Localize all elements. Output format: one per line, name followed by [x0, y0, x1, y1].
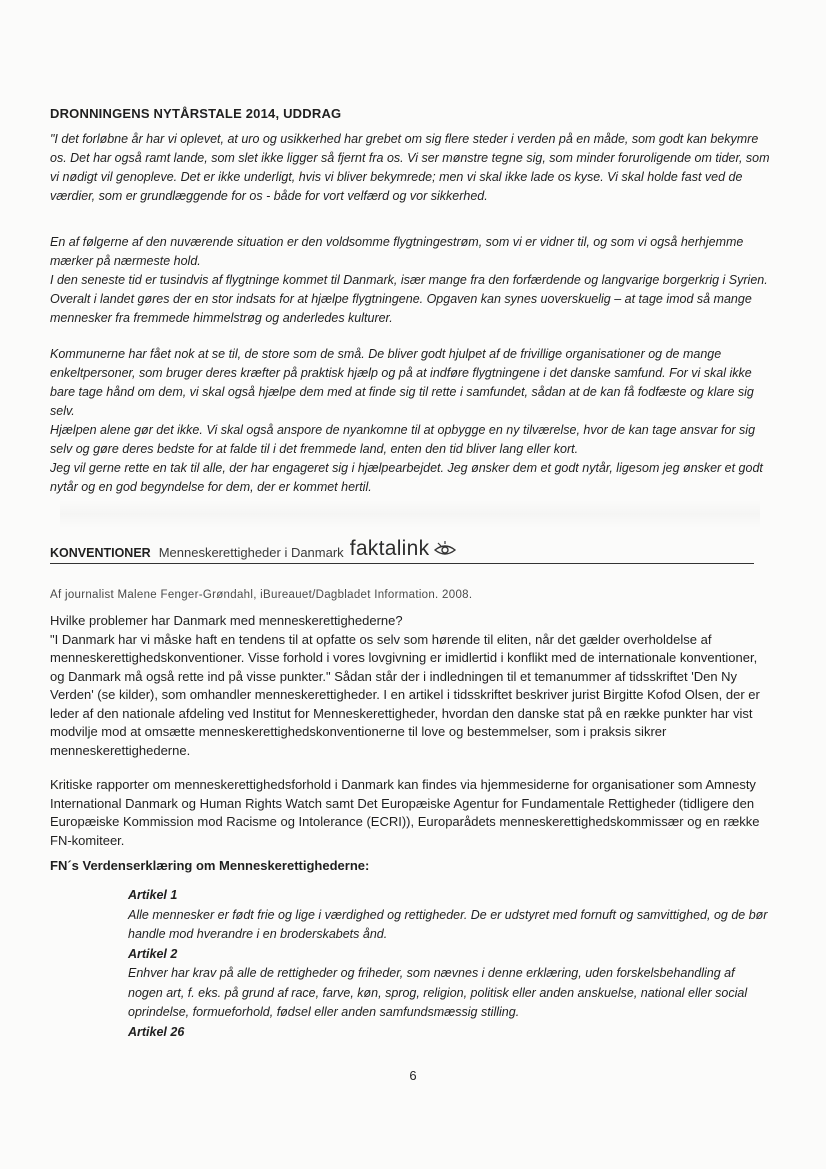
fn-heading: FN´s Verdenserklæring om Menneskerettighederne: [50, 858, 370, 873]
speech-paragraph-2 [50, 233, 770, 328]
konventioner-header [50, 538, 754, 564]
speech-paragraph-1 [50, 130, 770, 206]
article-text: Alle mennesker er født frie og lige i værdighed og rettigheder. De er udstyret med fornuft og samvittighed, og de bør handle mod hverandre i en broderskabets ånd. [128, 907, 768, 941]
article-question: Hvilke problemer har Danmark med menneskerettighederne? [50, 613, 403, 628]
faktalink-logo: faktalink [349, 537, 430, 560]
article-title: Artikel 2 [128, 946, 178, 961]
konventioner-subtitle: Menneskerettigheder i Danmark [158, 545, 344, 560]
speech-heading: DRONNINGENS NYTÅRSTALE 2014, UDDRAG [50, 106, 342, 121]
speech-paragraph-text: Kommunerne har fået nok at se til, de store som de små. De bliver godt hjulpet af de frivillige organisationer og de mange enkeltpersoner, som bruger deres kræfter på praktisk hjælp og på at indføre flygtningene i det danske samfund. For vi skal ikke bare tage hånd om dem, vi skal også hjælpe dem med at finde sig til rette i samfundet, sådan at de kan få fodfæste og klare sig selv. [50, 347, 754, 418]
article-answer: "I Danmark har vi måske haft en tendens til at opfatte os selv som hørende til eliten, når det gælder overholdelse af menneskerettighedskonventioner. Visse forhold i vores lovgivning er imidlertid i konflikt med de internationale konventioner, og Danmark må også rette ind på visse punkter." Sådan står der i indledningen til et temanummer af tidsskriftet 'Den Ny Verden' (se kilder), som omhandler menneskerettigheder. I en artikel i tidsskriftet beskriver jurist Birgitte Kofod Olsen, der er leder af den nationale afdeling ved Institut for Menneskerettigheder, hvordan den danske stat på en række punkter har vist modvilje mod at omsætte menneskerettighedskonventionerne til love og bestemmelser, som i praksis sikrer menneskerettighederne. [50, 631, 760, 758]
article-text: Enhver har krav på alle de rettigheder og friheder, som nævnes i denne erklæring, uden forskelsbehandling af nogen art, f. eks. på grund af race, farve, køn, sprog, religion, politisk eller anden anskuelse, national eller social oprindelse, formueforhold, fødsel eller anden samfundsmæssig stilling. [128, 966, 748, 1019]
konventioner-title: KONVENTIONER [50, 546, 151, 560]
speech-paragraph-text: Hjælpen alene gør det ikke. Vi skal også anspore de nyankomne til at opbygge en ny tilværelse, hvor de kan tage ansvar for sig selv og gøre deres bedste for at falde til i det fremmede land, enten den tid bliver lang eller kort. [50, 423, 756, 456]
speech-paragraph-3 [50, 345, 770, 497]
speech-paragraph-text: I den seneste tid er tusindvis af flygtninge kommet til Danmark, især mange fra den forfærdende og langvarige borgerkrig i Syrien. Overalt i landet gøres der en stor indsats for at hjælpe flygtningene. Opgaven kan synes uoverskuelig – at tage imod så mange mennesker fra fremmede himmelstrøg og anderledes kulturer. [50, 273, 768, 325]
article-byline: Af journalist Malene Fenger-Grøndahl, iBureauet/Dagbladet Information. 2008. [50, 589, 473, 601]
fn-articles [128, 886, 768, 1042]
article-critical-block [50, 776, 770, 850]
article-critical-text: Kritiske rapporter om menneskerettighedsforhold i Danmark kan findes via hjemmesiderne for organisationer som Amnesty International Danmark og Human Rights Watch samt Det Europæiske Agentur for Fundamentale Rettigheder (tidligere den Europæiske Kommission mod Racisme og Intolerance (ECRI)), Europarådets menneskerettighedskommissær og en række FN-komiteer. [50, 777, 760, 848]
speech-paragraph-text: En af følgerne af den nuværende situation er den voldsomme flygtningestrøm, som vi er vidner til, og som vi også herhjemme mærker på nærmeste hold. [50, 235, 744, 268]
article-title: Artikel 26 [128, 1024, 185, 1039]
speech-paragraph-text: Jeg vil gerne rette en tak til alle, der har engageret sig i hjælpearbejdet. Jeg ønsker dem et godt nytår, ligesom jeg ønsker et godt nytår og en god begyndelse for dem, der er kommet hertil. [50, 461, 763, 494]
faktalink-eye-icon [432, 540, 458, 560]
article-title: Artikel 1 [128, 888, 178, 902]
speech-paragraph-text: "I det forløbne år har vi oplevet, at uro og usikkerhed har grebet om sig flere steder i verden på en måde, som godt kan bekymre os. Det har også ramt lande, som slet ikke ligger så fjernt fra os. Vi ser mønstre tegne sig, som minder foruroligende om tider, som vi nødigt vil genopleve. Det er ikke underligt, hvis vi bliver bekymrede; men vi skal ikke lade os kyse. Vi skal holde fast ved de værdier, som er grundlæggende for os - både for vort velfærd og vor sikkerhed. [50, 132, 770, 203]
article-question-block [50, 612, 770, 760]
page-number: 6 [409, 1068, 417, 1083]
scan-smudge [60, 500, 760, 528]
